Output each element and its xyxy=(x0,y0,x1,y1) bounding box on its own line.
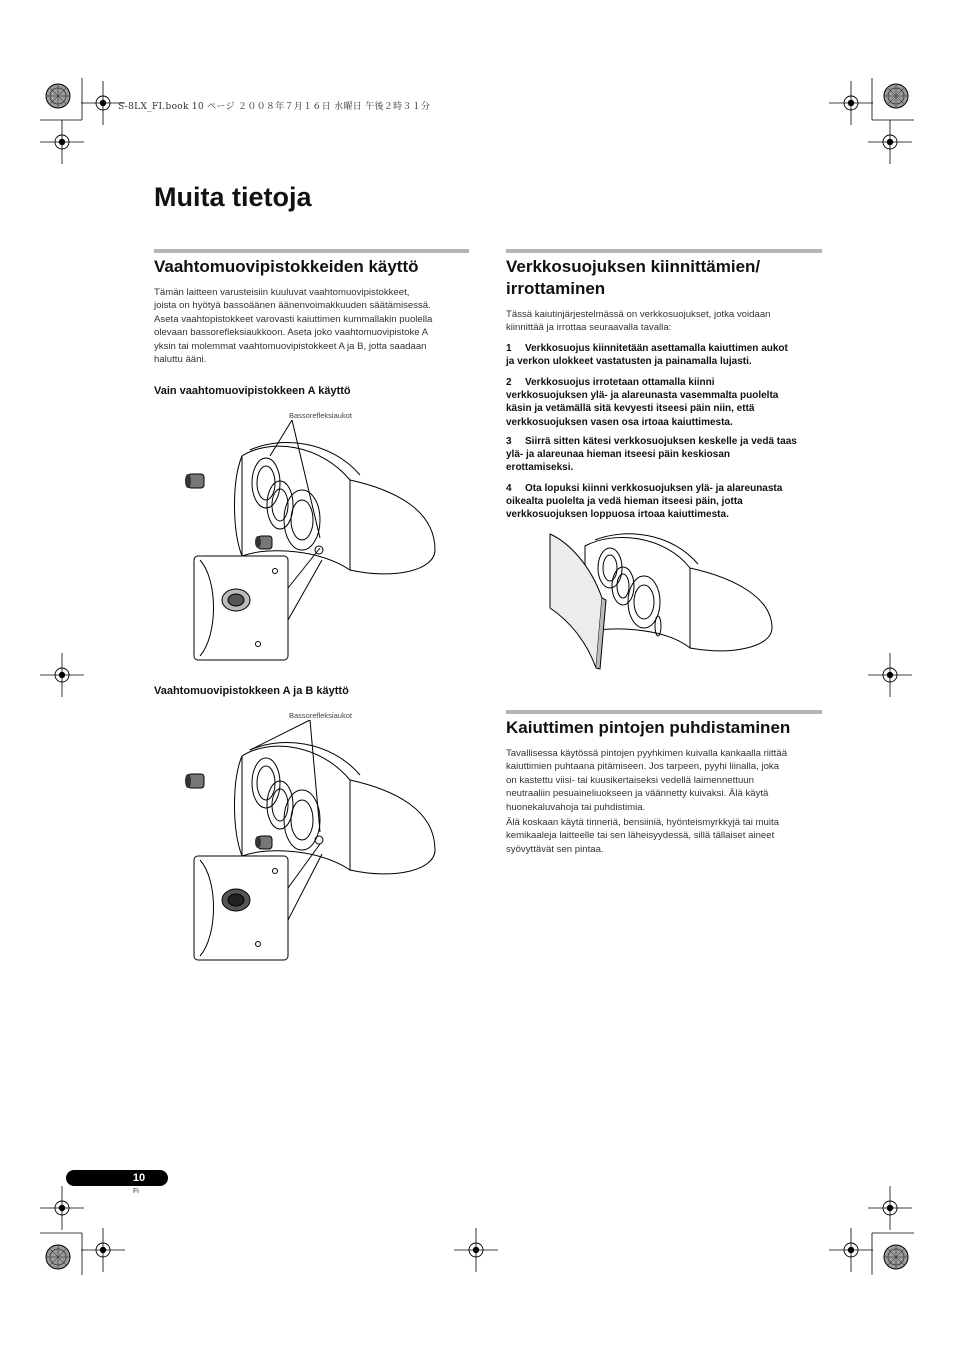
cleaning-paragraph-2: Älä koskaan käytä tinneriä, bensiiniä, hyönteismyrkkyjä tai muita kemikaaleja laitteelle tai sen läheisyydessä, sillä tällaiset aineet syövyttävät sen pintaa. xyxy=(506,817,780,855)
section-title-foam-plugs: Vaahtomuovipistokkeiden käyttö xyxy=(154,257,419,276)
step-3: 3 Siirrä sitten kätesi verkkosuojuksen keskelle ja vedä taas ylä- ja alareunaa hieman itseesi päin keskiosan erottamiseksi. xyxy=(506,436,797,474)
section-divider xyxy=(154,249,469,253)
bass-reflex-callout: Bassorefleksiaukot xyxy=(289,711,352,720)
crosshair-icon xyxy=(40,1186,84,1230)
crosshair-icon xyxy=(81,1228,125,1272)
page-title: Muita tietoja xyxy=(154,182,312,212)
bass-reflex-callout: Bassorefleksiaukot xyxy=(289,411,352,420)
crosshair-icon xyxy=(868,1186,912,1230)
crosshair-icon xyxy=(454,1228,498,1272)
registration-wheel-icon xyxy=(884,1245,908,1269)
subheading-plug-a: Vain vaahtomuovipistokkeen A käyttö xyxy=(154,385,351,397)
section-divider xyxy=(506,710,822,714)
section-divider xyxy=(506,249,822,253)
print-info-header: S-8LX_FI.book 10 ページ ２００８年７月１６日 水曜日 午後２時３１分 xyxy=(118,102,431,112)
section-title-grille: Verkkosuojuksen kiinnittämien/ irrottaminen xyxy=(506,257,761,298)
crosshair-icon xyxy=(829,81,873,125)
crosshair-icon xyxy=(829,1228,873,1272)
registration-wheel-icon xyxy=(884,84,908,108)
crosshair-icon xyxy=(868,120,912,164)
cleaning-paragraph-1: Tavallisessa käytössä pintojen pyyhkimen kuivalla kankaalla riittää kaiuttimien puhtaana pitämiseen. Jos tarpeen, pyyhi liinalla, joka on kastettu viisi- tai kuusikertaiseksi vedellä laimennettuun neutraaliin pesuaineliuokseen ja väännetty kuivaksi. Älä käytä huonekaluvahoja tai puhdistimia. xyxy=(506,748,788,813)
language-label: Fi xyxy=(133,1188,139,1195)
registration-wheel-icon xyxy=(46,1245,70,1269)
foam-plug-b-icon xyxy=(255,536,272,549)
speaker-plug-a-illustration xyxy=(180,420,460,665)
grille-intro: Tässä kaiutinjärjestelmässä on verkkosuojukset, jotka voidaan kiinnittää ja irrottaa seuraavalla tavalla: xyxy=(506,309,771,334)
foam-plug-b-icon xyxy=(255,836,272,849)
crosshair-icon xyxy=(40,120,84,164)
registration-wheel-icon xyxy=(46,84,70,108)
foam-plugs-paragraph: Tämän laitteen varusteisiin kuuluvat vaahtomuovipistokkeet, joista on hyötyä bassoäänen äänenvoimakkuuden säätämisessä. Aseta vaahtopistokkeet varovasti kaiuttimen kummallakin puolella olevaan bassorefleksiaukkoon. Aseta joko vaahtomuovipistoke A yksin tai molemmat vaahtomuovipistokkeet A ja B, jotta saadaan haluttu ääni. xyxy=(154,287,433,366)
grille-removal-illustration xyxy=(540,528,785,673)
section-title-cleaning: Kaiuttimen pintojen puhdistaminen xyxy=(506,718,791,737)
subheading-plug-a-b: Vaahtomuovipistokkeen A ja B käyttö xyxy=(154,685,349,697)
crosshair-icon xyxy=(868,653,912,697)
foam-plug-a-icon xyxy=(185,474,204,488)
page-number: 10 xyxy=(132,1172,146,1184)
step-2: 2 Verkkosuojus irrotetaan ottamalla kiinni verkkosuojuksen ylä- ja alareunasta vasemmalta puolelta käsin ja vetämällä sitä kevyesti itseesi päin niin, että verkkosuojuksen vasen osa irtoaa kaiuttimesta. xyxy=(506,377,779,428)
detail-inset xyxy=(194,844,322,960)
speaker-plug-ab-illustration xyxy=(180,720,460,965)
page-number-badge xyxy=(66,1170,168,1186)
step-4: 4 Ota lopuksi kiinni verkkosuojuksen ylä- ja alareunasta oikealta puolelta ja vedä hieman itseesi päin, jotta verkkosuojuksen loppuosa irtoaa kaiuttimesta. xyxy=(506,483,783,521)
step-1: 1 Verkkosuojus kiinnitetään asettamalla kaiuttimen aukot ja verkon ulokkeet vastatusten ja painamalla lujasti. xyxy=(506,343,788,368)
foam-plug-a-icon xyxy=(185,774,204,788)
crosshair-icon xyxy=(40,653,84,697)
detail-inset xyxy=(194,548,322,660)
